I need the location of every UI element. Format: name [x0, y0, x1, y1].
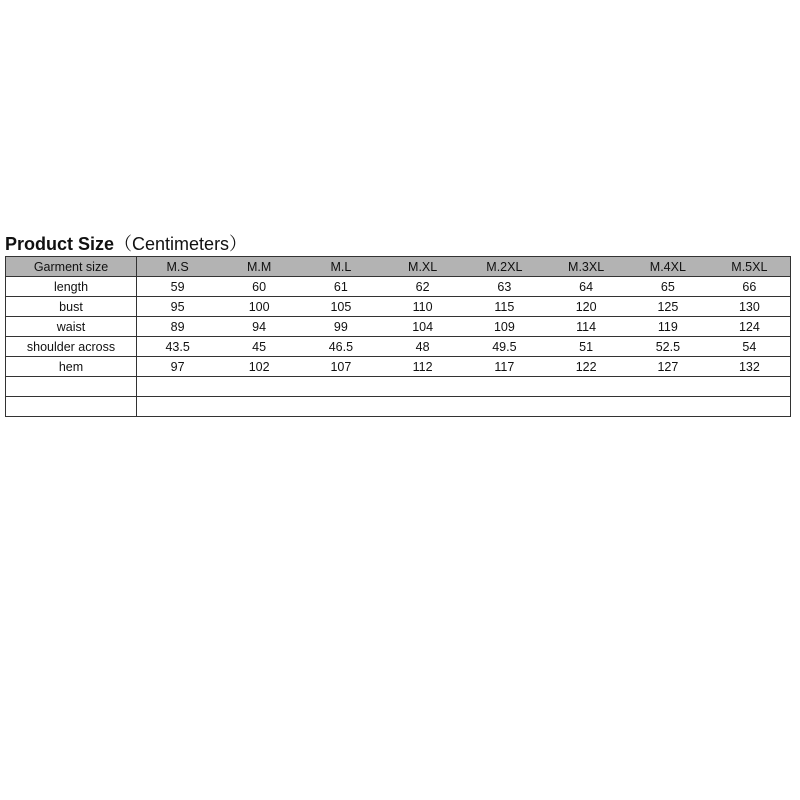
empty-label-cell — [6, 397, 137, 417]
row-label: shoulder across — [6, 337, 137, 357]
table-cell: 63 — [464, 277, 546, 297]
table-cell: 130 — [709, 297, 791, 317]
table-cell: 109 — [464, 317, 546, 337]
size-header: M.M — [218, 257, 300, 277]
size-header: M.5XL — [709, 257, 791, 277]
table-cell: 105 — [300, 297, 382, 317]
table-cell: 54 — [709, 337, 791, 357]
table-cell: 51 — [545, 337, 627, 357]
row-label: hem — [6, 357, 137, 377]
table-cell: 64 — [545, 277, 627, 297]
title-main: Product Size — [5, 234, 115, 254]
empty-value-cell — [137, 397, 791, 417]
table-cell: 114 — [545, 317, 627, 337]
table-cell: 59 — [137, 277, 219, 297]
size-header: M.L — [300, 257, 382, 277]
table-row — [6, 317, 791, 337]
table-cell: 120 — [545, 297, 627, 317]
table-row — [6, 337, 791, 357]
table-cell: 132 — [709, 357, 791, 377]
table-cell: 66 — [709, 277, 791, 297]
empty-row — [6, 397, 791, 417]
table-cell: 65 — [627, 277, 709, 297]
table-cell: 94 — [218, 317, 300, 337]
table-cell: 100 — [218, 297, 300, 317]
empty-value-cell — [137, 377, 791, 397]
table-cell: 45 — [218, 337, 300, 357]
table-cell: 99 — [300, 317, 382, 337]
table-cell: 107 — [300, 357, 382, 377]
header-label-cell: Garment size — [6, 257, 137, 277]
table-cell: 49.5 — [464, 337, 546, 357]
size-header: M.4XL — [627, 257, 709, 277]
size-header: M.3XL — [545, 257, 627, 277]
page-title — [5, 233, 247, 255]
table-header-row — [6, 257, 791, 277]
table-cell: 102 — [218, 357, 300, 377]
title-unit: （Centimeters） — [114, 234, 248, 254]
table-cell: 110 — [382, 297, 464, 317]
table-cell: 122 — [545, 357, 627, 377]
table-cell: 52.5 — [627, 337, 709, 357]
table-cell: 119 — [627, 317, 709, 337]
table-row — [6, 277, 791, 297]
table-cell: 95 — [137, 297, 219, 317]
table-cell: 48 — [382, 337, 464, 357]
table-cell: 117 — [464, 357, 546, 377]
table-cell: 124 — [709, 317, 791, 337]
empty-label-cell — [6, 377, 137, 397]
table-cell: 127 — [627, 357, 709, 377]
table-cell: 62 — [382, 277, 464, 297]
size-header: M.2XL — [464, 257, 546, 277]
table-row — [6, 357, 791, 377]
table-cell: 60 — [218, 277, 300, 297]
table-cell: 125 — [627, 297, 709, 317]
table-cell: 61 — [300, 277, 382, 297]
table-cell: 115 — [464, 297, 546, 317]
table-cell: 97 — [137, 357, 219, 377]
size-header: M.XL — [382, 257, 464, 277]
table-cell: 89 — [137, 317, 219, 337]
size-header: M.S — [137, 257, 219, 277]
row-label: length — [6, 277, 137, 297]
size-table — [5, 256, 791, 417]
row-label: bust — [6, 297, 137, 317]
table-cell: 104 — [382, 317, 464, 337]
table-cell: 112 — [382, 357, 464, 377]
empty-row — [6, 377, 791, 397]
table-row — [6, 297, 791, 317]
row-label: waist — [6, 317, 137, 337]
table-cell: 43.5 — [137, 337, 219, 357]
table-cell: 46.5 — [300, 337, 382, 357]
